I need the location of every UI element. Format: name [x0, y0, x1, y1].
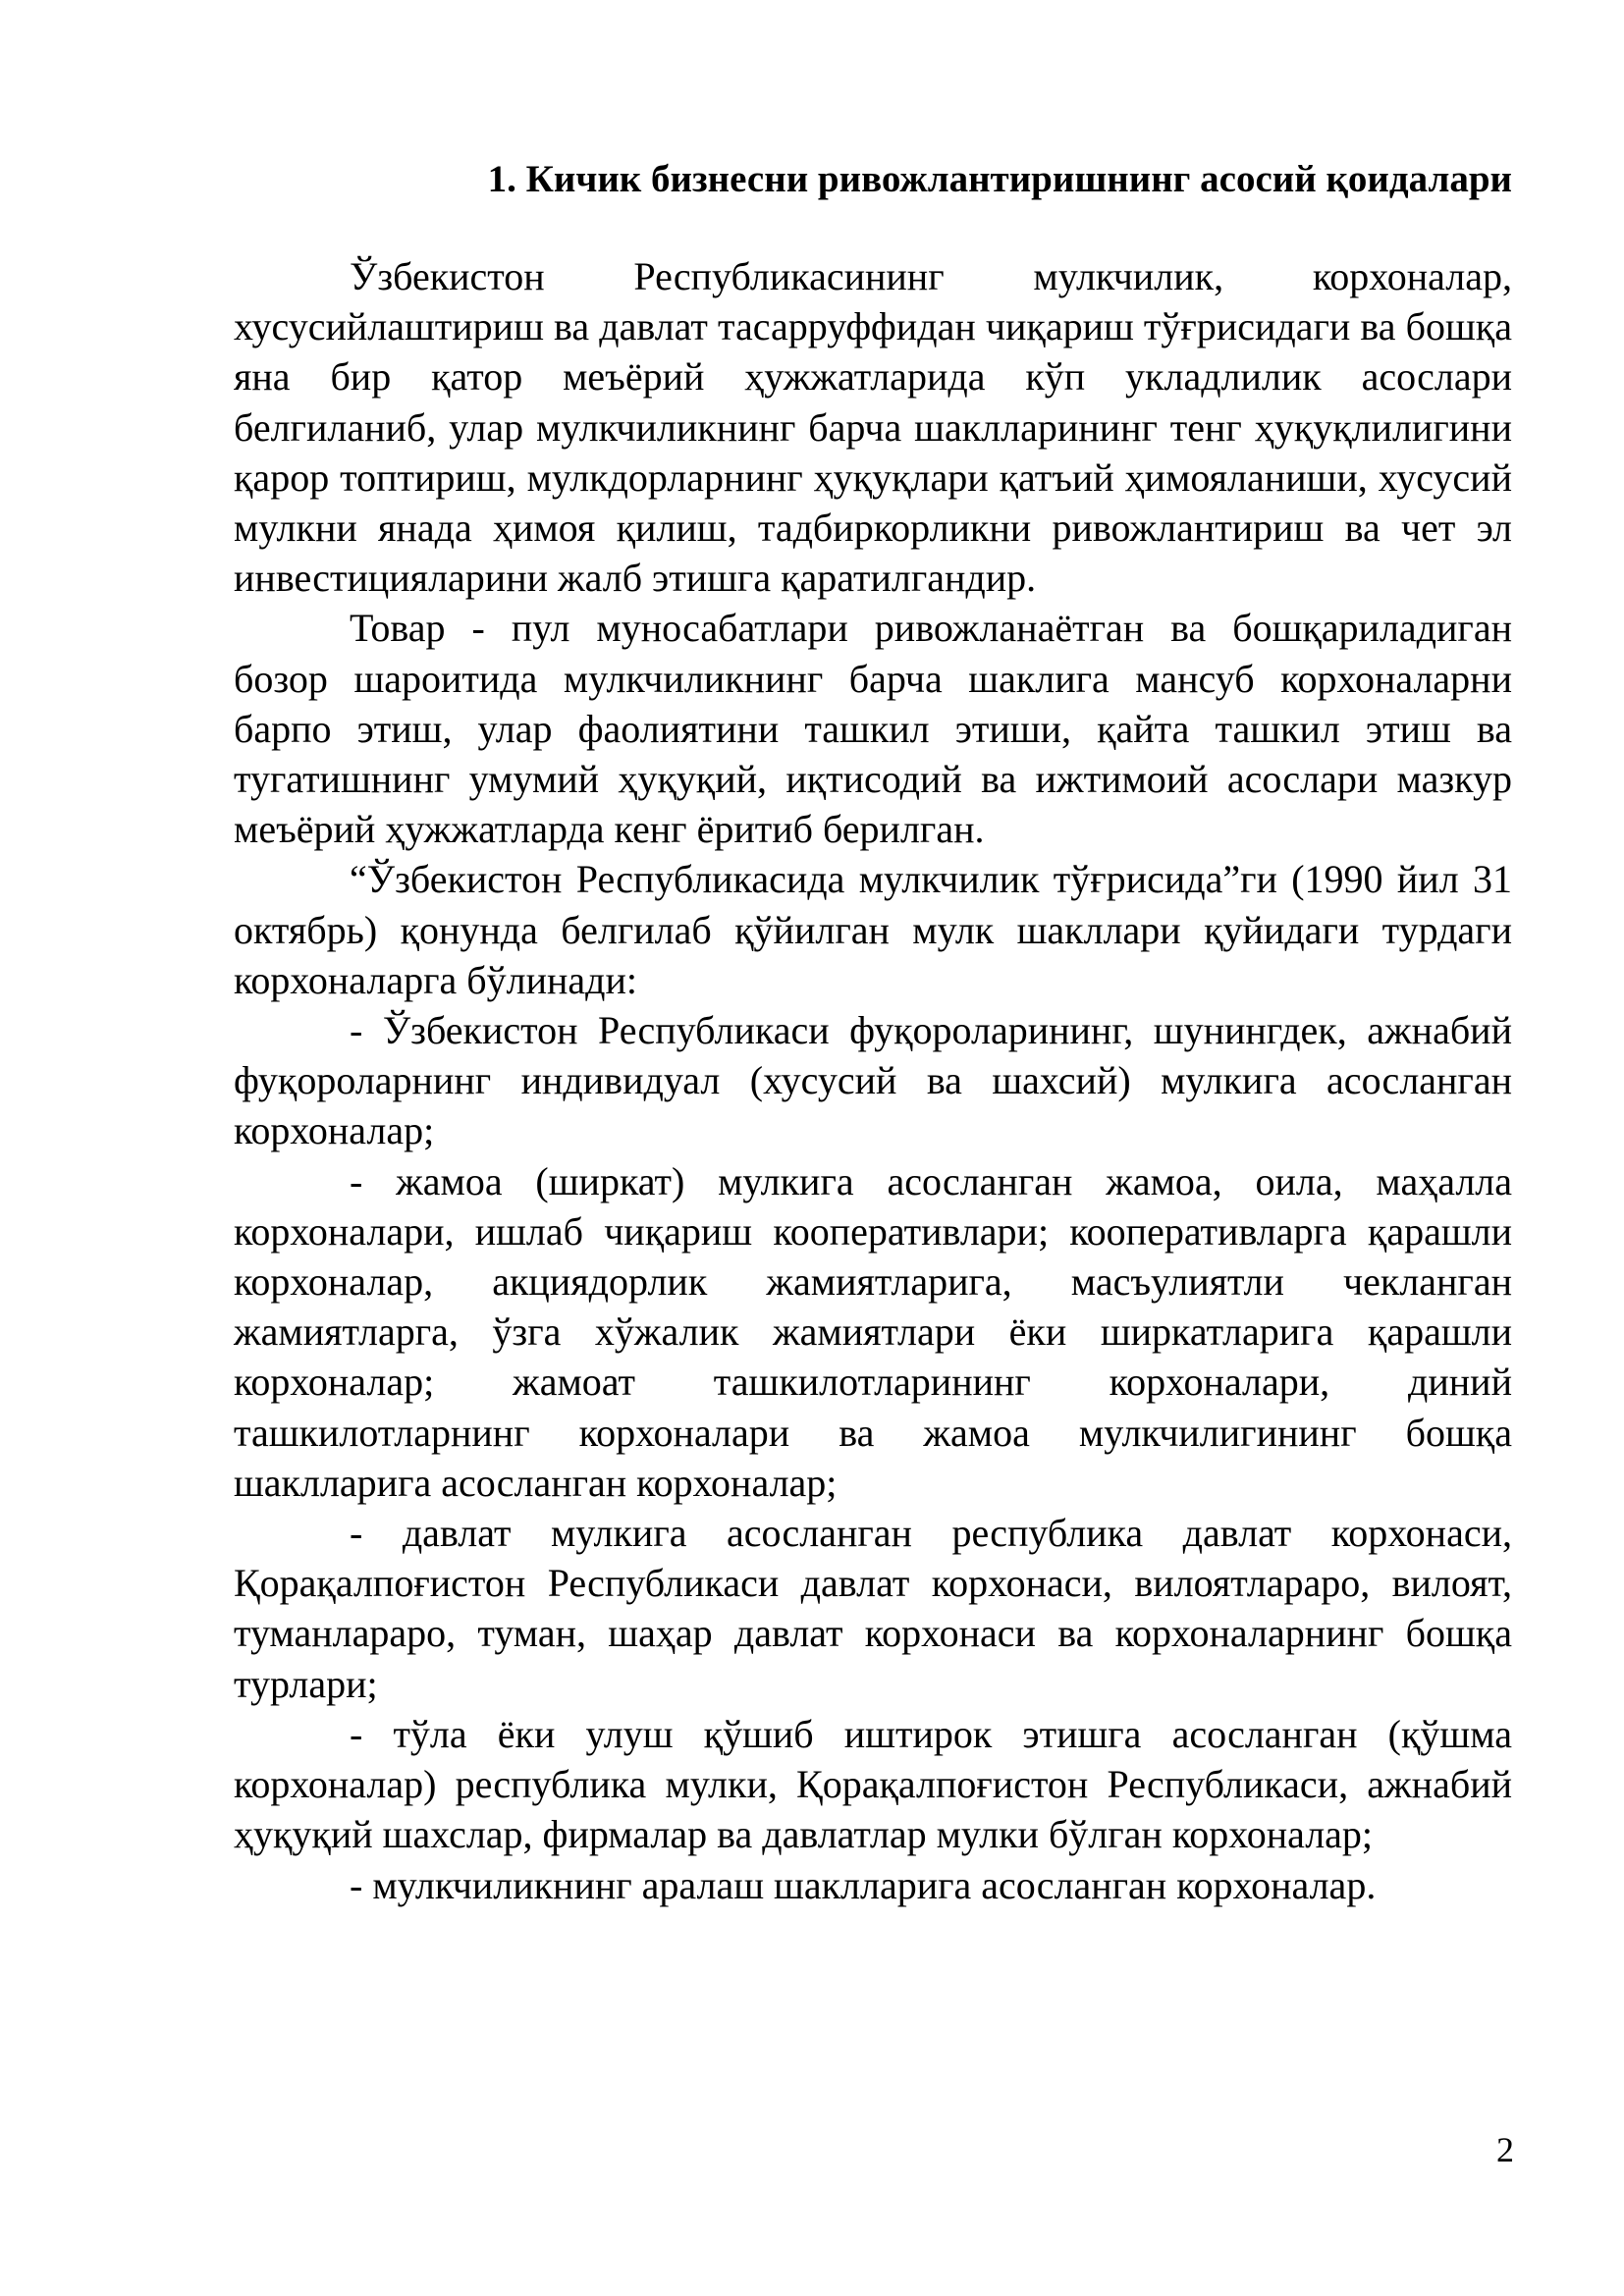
list-item-joint: - тўла ёки улуш қўшиб иштирок этишга асосланган (қўшма корхоналар) республика мулки, Қорақалпоғистон Республикаси, ажнабий ҳуқуқий шахслар, фирмалар ва давлатлар мулки бўлган корхоналар;	[234, 1711, 1512, 1857]
section-heading: 1. Кичик бизнесни ривожлантиришнинг асосий қоидалари	[487, 158, 1512, 200]
list-item-individual: - Ўзбекистон Республикаси фуқороларининг, шунингдек, ажнабий фуқороларнинг индивидуал (хусусий ва шахсий) мулкига асосланган корхоналар;	[234, 1008, 1512, 1153]
page-number: 2	[1496, 2130, 1514, 2169]
list-item-state: - давлат мулкига асосланган республика давлат корхонаси, Қорақалпоғистон Республикаси давлат корхонаси, вилоятлараро, вилоят, туманлараро, туман, шаҳар давлат корхонаси ва корхоналарнинг бошқа турлари;	[234, 1511, 1512, 1706]
paragraph-intro: Ўзбекистон Республикасининг мулкчилик, корхоналар, хусусийлаштириш ва давлат тасарруффидан чиқариш тўғрисидаги ва бошқа яна бир қатор меъёрий ҳужжатларида кўп укладлилик асослари белгиланиб, улар мулкчиликнинг барча шаклларининг тенг ҳуқуқлилигини қарор топтириш, мулкдорларнинг ҳуқуқлари қатъий ҳимояланиши, хусусий мулкни янада ҳимоя қилиш, тадбиркорликни ривожлантириш ва чет эл инвестицияларини жалб этишга қаратилгандир.	[234, 254, 1512, 601]
paragraph-market: Товар - пул муносабатлари ривожланаётган ва бошқариладиган бозор шароитида мулкчиликнинг барча шаклига мансуб корхоналарни барпо этиш, улар фаолиятини ташкил этиши, қайта ташкил этиш ва тугатишнинг умумий ҳуқуқий, иқтисодий ва ижтимоий асослари мазкур меъёрий ҳужжатларда кенг ёритиб берилган.	[234, 606, 1512, 852]
body-text	[234, 251, 1512, 1910]
paragraph-law: “Ўзбекистон Республикасида мулкчилик тўғрисида”ги (1990 йил 31 октябрь) қонунда белгилаб қўйилган мулк шакллари қуйидаги турдаги корхоналарга бўлинади:	[234, 857, 1512, 1002]
list-item-collective: - жамоа (ширкат) мулкига асосланган жамоа, оила, маҳалла корхоналари, ишлаб чиқариш кооперативлари; кооперативларга қарашли корхоналар, акциядорлик жамиятларига, масъулиятли чекланган жамиятларга, ўзга хўжалик жамиятлари ёки ширкатларига қарашли корхоналар; жамоат ташкилотларининг корхоналари, диний ташкилотларнинг корхоналари ва жамоа мулкчилигининг бошқа шаклларига асосланган корхоналар;	[234, 1158, 1512, 1505]
list-item-mixed: - мулкчиликнинг аралаш шаклларига асосланган корхоналар.	[350, 1862, 1377, 1907]
